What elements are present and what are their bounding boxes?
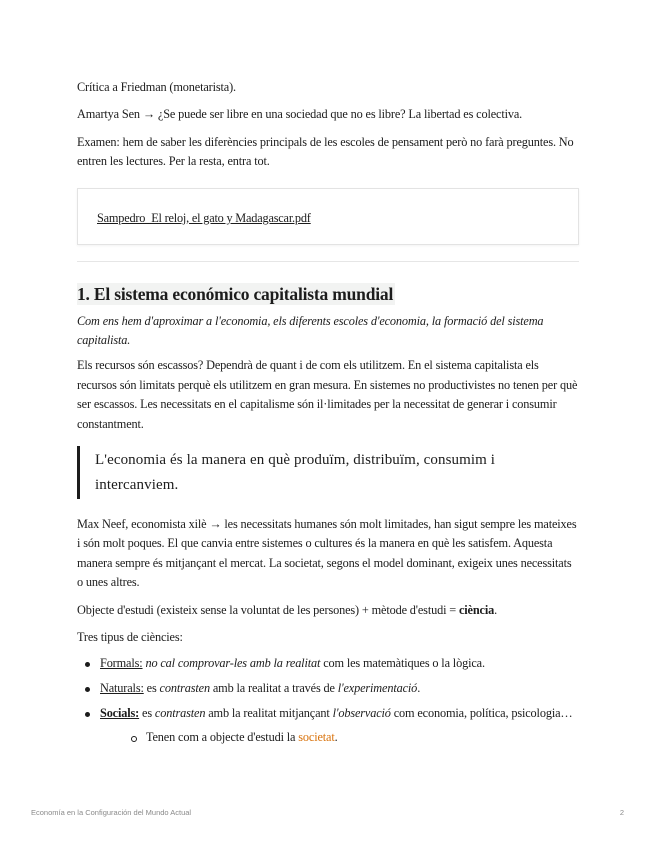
paragraph-max-neef: Max Neef, economista xilè → les necessitats humanes són molt limitades, han sigut sempre les mateixes i són molt poques. El que canvia entre sistemes o cultures és la manera en què les satisfem. Aquesta manera sempre és mitjançant el mercat. La societat, segons el model dominant, exigeix unes necessitats o unes altres. (77, 517, 577, 590)
list-item-socials (77, 704, 579, 747)
page-footer (31, 808, 624, 817)
naturals-t3: . (417, 680, 421, 695)
socials-t1: es (139, 706, 155, 721)
bullet-icon (85, 662, 90, 667)
quote-text: L'economia és la manera en què produïm, distribuïm, consumim i intercanviem. (95, 452, 496, 493)
sub-list-item (100, 728, 579, 747)
sub-text: Tenen com a objecte d'estudi la (146, 729, 299, 744)
formals-italic: no cal comprovar-les amb la realitat (142, 655, 321, 670)
section-intro: Com ens hem d'aproximar a l'economia, els diferents escoles d'economia, la formació del sistema capitalista. (77, 313, 544, 348)
naturals-label: Naturals: (100, 680, 144, 695)
attachment-link[interactable]: Sampedro_El reloj, el gato y Madagascar.pdf (97, 210, 311, 225)
paragraph-amartya-sen: Amartya Sen → ¿Se puede ser libre en una sociedad que no es libre? La libertad es colectiva. (77, 107, 523, 122)
hollow-bullet-icon (131, 736, 137, 742)
science-end: . (494, 602, 498, 617)
naturals-t2: amb la realitat a través de (209, 680, 338, 695)
bullet-icon (85, 687, 90, 692)
list-item-naturals (77, 679, 579, 698)
naturals-i2: l'experimentació (337, 680, 418, 695)
section-heading: 1. El sistema económico capitalista mundial (77, 283, 394, 304)
paragraph-science (77, 601, 579, 620)
formals-label: Formals: (100, 655, 143, 670)
paragraph-exam: Examen: hem de saber les diferències principals de les escoles de pensament però no farà preguntes. No entren les lectures. Per la resta, entra tot. (77, 134, 574, 169)
footer-title: Economía en la Configuración del Mundo Actual (31, 808, 192, 817)
science-bold: ciència (458, 602, 495, 617)
quote-block (77, 446, 579, 499)
sub-end: . (334, 729, 338, 744)
file-attachment[interactable] (77, 188, 579, 245)
page-number: 2 (619, 808, 624, 817)
paragraph-friedman: Crítica a Friedman (monetarista). (77, 80, 236, 94)
socials-i2: l'observació (332, 706, 391, 721)
science-types-list (77, 654, 579, 748)
bullet-icon (85, 712, 90, 717)
page-content (77, 78, 579, 753)
socials-sublist (100, 728, 579, 747)
socials-label: Socials: (100, 706, 140, 721)
socials-t3: com economia, política, psicologia… (390, 706, 573, 721)
socials-t2: amb la realitat mitjançant (205, 706, 333, 721)
list-item-formals (77, 654, 579, 673)
paragraph-types: Tres tipus de ciències: (77, 630, 183, 645)
naturals-t1: es (143, 680, 160, 695)
highlight-societat: societat (298, 729, 335, 744)
science-text: Objecte d'estudi (existeix sense la voluntat de les persones) + mètode d'estudi = (77, 602, 459, 617)
divider (77, 261, 579, 262)
formals-rest: com les matemàtiques o la lògica. (320, 655, 485, 670)
naturals-i1: contrasten (159, 680, 210, 695)
paragraph-resources: Els recursos són escassos? Dependrà de quant i de com els utilitzem. En el sistema capitalista els recursos són limitats perquè els utilitzem en gran mesura. En sistemes no productivistes no tenen per què ser escassos. Les necessitats en el capitalisme són il·limitades per la necessitat de generar i consumir constantment. (77, 358, 578, 431)
socials-i1: contrasten (154, 706, 206, 721)
